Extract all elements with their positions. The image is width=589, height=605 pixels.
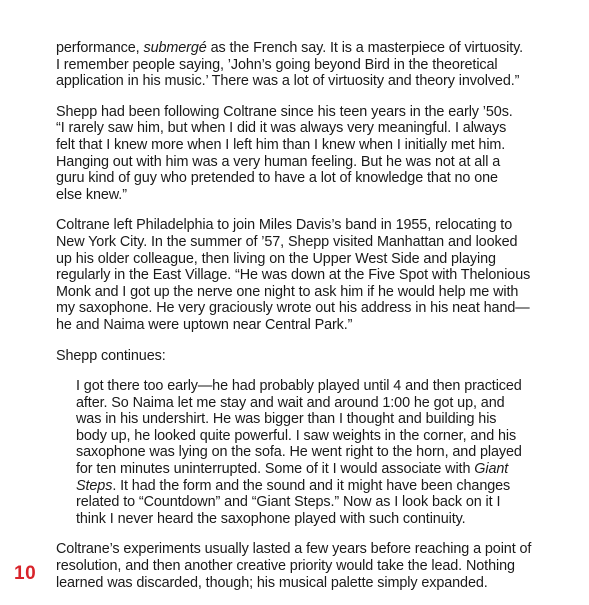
text-line [56, 120, 548, 137]
text-run: saxophone was lying on the sofa. He went right to the horn, and played [76, 444, 522, 461]
text-run: learned was discarded, though; his musical palette simply expanded. [56, 574, 488, 591]
text-run: Steps [76, 477, 113, 494]
text-line [56, 137, 548, 154]
text-run: for ten minutes uninterrupted. Some of it I would associate with [76, 461, 475, 478]
text-line [76, 411, 548, 428]
text-run: Hanging out with him was a very human feeling. But he was not at all a [56, 153, 501, 170]
text-line [56, 234, 548, 251]
page-number: 10 [14, 563, 37, 584]
text-line [76, 494, 548, 511]
text-run: Coltrane’s experiments usually lasted a few years before reaching a point of [56, 541, 532, 558]
text-run: . It had the form and the sound and it might have been changes [112, 477, 511, 494]
text-line [76, 511, 548, 528]
paragraph [56, 348, 548, 365]
text-run: Shepp had been following Coltrane since his teen years in the early ’50s. [56, 103, 513, 120]
text-line [56, 170, 548, 187]
text-run: as the French say. It is a masterpiece of virtuosity. [206, 40, 524, 56]
text-run: body up, he looked quite powerful. I saw weights in the corner, and his [76, 427, 517, 444]
text-line [56, 217, 548, 234]
text-line [76, 428, 548, 445]
text-run: else knew.” [56, 186, 127, 203]
paragraph [56, 40, 548, 90]
text-run: Shepp continues: [56, 347, 166, 364]
text-run: I got there too early—he had probably played until 4 and then practiced [76, 378, 522, 395]
text-run: was in his undershirt. He was bigger than I thought and building his [76, 411, 497, 428]
text-line [56, 40, 548, 57]
text-run: after. So Naima let me stay and wait and around 1:00 he got up, and [76, 394, 505, 411]
text-line [76, 395, 548, 412]
text-run: Coltrane left Philadelphia to join Miles Davis’s band in 1955, relocating to [56, 217, 513, 234]
text-run: he and Naima were uptown near Central Park.” [56, 316, 353, 333]
document-page [56, 40, 548, 605]
text-line [56, 575, 548, 592]
text-line [56, 317, 548, 334]
text-run: Monk and I got up the nerve one night to ask him if he would help me with [56, 283, 519, 300]
text-line [56, 558, 548, 575]
text-run: New York City. In the summer of ’57, Shepp visited Manhattan and looked [56, 233, 518, 250]
text-line [56, 251, 548, 268]
paragraph [56, 217, 548, 333]
text-line [56, 154, 548, 171]
text-run: regularly in the East Village. “He was down at the Five Spot with Thelonious [56, 267, 531, 284]
text-run: resolution, and then another creative priority would take the lead. Nothing [56, 558, 515, 575]
text-run: application in his music.’ There was a lot of virtuosity and theory involved.” [56, 73, 520, 90]
text-run: performance, [56, 40, 144, 56]
text-run: felt that I knew more when I left him than I knew when I initially met him. [56, 136, 506, 153]
text-line [56, 348, 548, 365]
text-line [56, 284, 548, 301]
block-quote [76, 378, 548, 527]
text-line [56, 267, 548, 284]
text-run: my saxophone. He very graciously wrote out his address in his neat hand— [56, 300, 530, 317]
text-line [76, 378, 548, 395]
text-line [56, 57, 548, 74]
text-line [56, 104, 548, 121]
text-run: Giant [474, 461, 509, 478]
paragraph [56, 104, 548, 204]
text-line [56, 541, 548, 558]
body-text [56, 40, 548, 364]
text-line [56, 73, 548, 90]
text-line [56, 187, 548, 204]
text-line [76, 478, 548, 495]
text-run: related to “Countdown” and “Giant Steps.” Now as I look back on it I [76, 494, 501, 511]
text-line [76, 444, 548, 461]
text-run: I remember people saying, ’John’s going beyond Bird in the theoretical [56, 56, 498, 73]
text-run: submergé [143, 40, 207, 56]
closing-paragraph [56, 541, 548, 591]
text-line [76, 461, 548, 478]
text-run: think I never heard the saxophone played with such continuity. [76, 510, 466, 527]
text-run: “I rarely saw him, but when I did it was always very meaningful. I always [56, 120, 507, 137]
text-run: up his older colleague, then living on the Upper West Side and playing [56, 250, 496, 267]
text-run: guru kind of guy who pretended to have a lot of knowledge that no one [56, 170, 498, 187]
text-line [56, 300, 548, 317]
